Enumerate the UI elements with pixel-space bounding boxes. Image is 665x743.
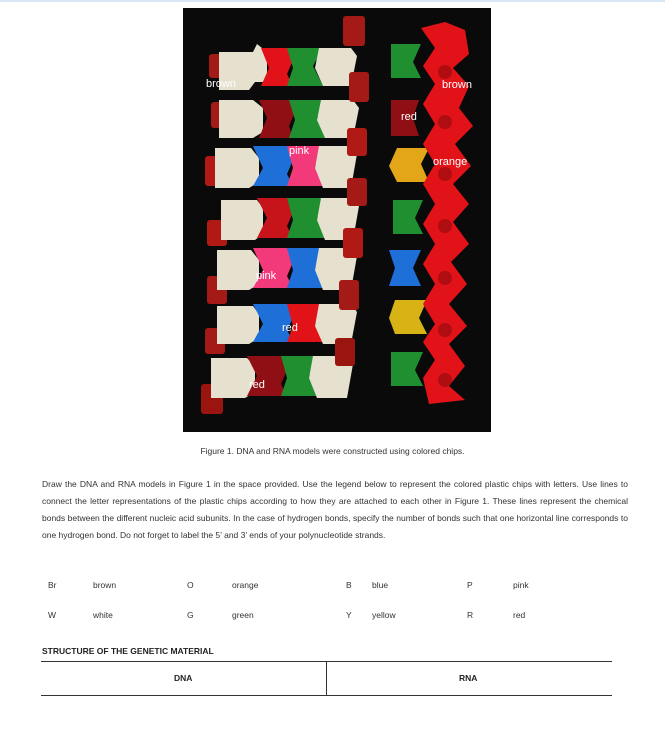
legend-color-blue: blue [372, 580, 389, 590]
legend-color-brown: brown [93, 580, 117, 590]
label-red-dna-mid: red [282, 322, 298, 334]
column-header-rna: RNA [459, 673, 478, 683]
legend-letter-b: B [346, 580, 352, 590]
legend-color-green: green [232, 610, 254, 620]
top-border-line [0, 0, 665, 2]
label-pink-dna-top: pink [289, 145, 310, 157]
figure-1-photo [183, 8, 491, 432]
label-red-dna-bottom: red [249, 379, 265, 391]
structure-table [41, 661, 612, 696]
legend-letter-y: Y [346, 610, 352, 620]
figure-caption: Figure 1. DNA and RNA models were constructed using colored chips. [200, 446, 465, 456]
table-divider [326, 662, 327, 695]
dna-rna-chip-model [183, 8, 491, 432]
legend-letter-o: O [187, 580, 194, 590]
legend-color-orange: orange [232, 580, 259, 590]
legend-color-yellow: yellow [372, 610, 396, 620]
column-header-dna: DNA [174, 673, 193, 683]
label-red-rna: red [401, 111, 417, 123]
section-heading: STRUCTURE OF THE GENETIC MATERIAL [42, 646, 214, 656]
legend-color-pink: pink [513, 580, 529, 590]
instructions-paragraph: Draw the DNA and RNA models in Figure 1 in the space provided. Use the legend below to represent the colored plastic chips with letters. Use lines to connect the letter representations of the plastic chips according to how they are attached to each other in Figure 1. These lines represent the chemical bonds between the different nucleic acid subunits. In the case of hydrogen bonds, specify the number of bonds such that one horizontal line corresponds to one hydrogen bond. Do not forget to label the 5’ and 3’ ends of your polynucleotide strands. [42, 479, 628, 540]
legend-letter-w: W [48, 610, 57, 620]
legend-color-red: red [513, 610, 526, 620]
legend-letter-p: P [467, 580, 473, 590]
label-pink-dna-mid: pink [256, 270, 277, 282]
label-brown-rna: brown [442, 79, 472, 91]
legend-letter-g: G [187, 610, 194, 620]
legend-letter-br: Br [48, 580, 57, 590]
label-brown-dna: brown [206, 78, 236, 90]
label-orange-rna: orange [433, 156, 468, 168]
legend-color-white: white [93, 610, 113, 620]
legend-letter-r: R [467, 610, 474, 620]
